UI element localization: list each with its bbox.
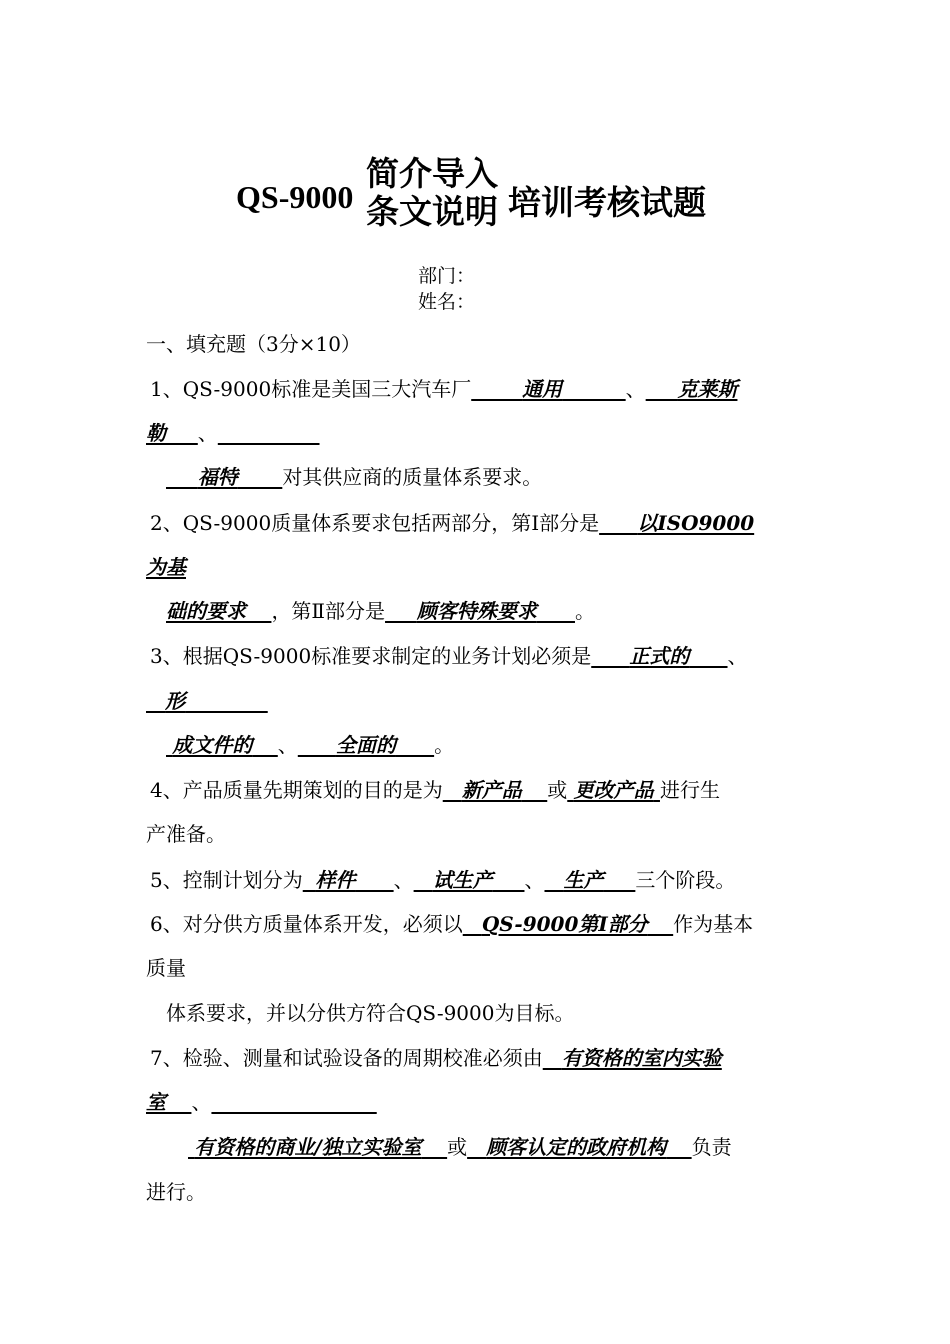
q2-answer-2: 顾客特殊要求	[416, 599, 537, 623]
q3-answer-2b: 成文件的	[172, 733, 253, 757]
q7-answer-1a: 有资格的室内实验	[561, 1046, 722, 1070]
q7-answer-3: 顾客认定的政府机构	[486, 1135, 667, 1159]
question-3-line-1	[150, 640, 748, 669]
q1-text: 1、QS-9000标准是美国三大汽车厂	[150, 377, 472, 401]
question-4-line-2: 产准备。	[146, 822, 226, 846]
title-option-bottom: 条文说明	[366, 192, 498, 231]
q2-mid: ，第Ⅱ部分是	[271, 599, 386, 623]
title-stacked-options	[366, 155, 498, 231]
q2-answer-1c: 础的要求	[166, 599, 246, 623]
q3-sep-1: 、	[727, 644, 748, 668]
q5-sep-1: 、	[393, 868, 414, 892]
question-4-line-1	[150, 774, 720, 803]
q7-text-b: 负责	[691, 1135, 732, 1159]
question-6-line-3: 体系要求，并以分供方符合QS-9000为目标。	[166, 1001, 575, 1025]
title-option-top: 简介导入	[366, 154, 498, 193]
q5-answer-1: 样件	[315, 868, 356, 892]
name-label: 姓名：	[418, 291, 476, 313]
q3-answer-2a: 形	[165, 689, 186, 713]
question-2-line-3	[166, 595, 595, 624]
question-3-line-3	[166, 729, 454, 758]
q5-answer-3: 生产	[563, 868, 604, 892]
document-title	[0, 155, 950, 245]
q2-text: 2、QS-9000质量体系要求包括两部分，第Ⅰ部分是	[150, 511, 600, 535]
department-label: 部门：	[418, 265, 476, 287]
q1-answer-2b: 勒	[146, 421, 166, 445]
q7-mid: 或	[447, 1135, 468, 1159]
q4-answer-1: 新产品	[461, 778, 522, 802]
q1-answer-2a: 克莱斯	[677, 377, 738, 401]
question-7-line-4: 进行。	[146, 1180, 206, 1204]
q3-end: 。	[434, 733, 455, 757]
q1-sep-2: 、	[197, 421, 218, 445]
q5-text: 5、控制计划分为	[150, 868, 303, 892]
q4-mid: 或	[547, 778, 568, 802]
q4-text-b: 进行生	[659, 778, 720, 802]
question-1-line-2	[146, 417, 320, 446]
q2-end: 。	[574, 599, 595, 623]
q1-answer-1: 通用	[522, 377, 563, 401]
q5-end: 三个阶段。	[635, 868, 736, 892]
q3-answer-1: 正式的	[629, 644, 690, 668]
q4-text: 4、产品质量先期策划的目的是为	[150, 778, 443, 802]
q7-answer-1b: 室	[146, 1090, 166, 1114]
q5-answer-2: 试生产	[432, 868, 493, 892]
q1-answer-3: 福特	[197, 465, 238, 489]
question-1-line-1	[150, 373, 737, 402]
question-1-line-3	[166, 461, 542, 490]
question-7-line-2	[146, 1086, 377, 1115]
q3-sep-2: 、	[277, 733, 298, 757]
question-2-line-1	[150, 507, 754, 536]
q6-text-b: 作为基本	[673, 912, 754, 936]
q7-answer-2: 有资格的商业/独立实验室	[194, 1135, 422, 1159]
question-5-line-1	[150, 864, 735, 893]
q4-answer-2: 更改产品	[573, 778, 654, 802]
question-3-line-2	[146, 685, 268, 714]
q6-answer-1: QS-9000第Ⅰ部分	[481, 912, 648, 936]
title-main: QS-9000	[236, 179, 354, 215]
q7-sep: 、	[191, 1090, 212, 1114]
question-7-line-1	[150, 1042, 722, 1071]
question-6-line-2: 质量	[146, 956, 186, 980]
question-6-line-1	[150, 908, 753, 937]
q1-tail: 对其供应商的质量体系要求。	[282, 465, 543, 489]
q1-sep-1: 、	[625, 377, 646, 401]
q7-text: 7、检验、测量和试验设备的周期校准必须由	[150, 1046, 543, 1070]
title-rest: 培训考核试题	[508, 183, 706, 222]
q2-answer-1a: 以ISO9000	[637, 511, 755, 535]
question-2-line-2	[146, 551, 186, 580]
q5-sep-2: 、	[524, 868, 545, 892]
q6-text: 6、对分供方质量体系开发，必须以	[150, 912, 463, 936]
question-7-line-3	[188, 1131, 732, 1160]
section-heading: 一、填充题（3分×10）	[146, 332, 361, 356]
q3-answer-3: 全面的	[335, 733, 396, 757]
q2-answer-1b: 为基	[146, 555, 186, 579]
q3-text: 3、根据QS-9000标准要求制定的业务计划必须是	[150, 644, 592, 668]
